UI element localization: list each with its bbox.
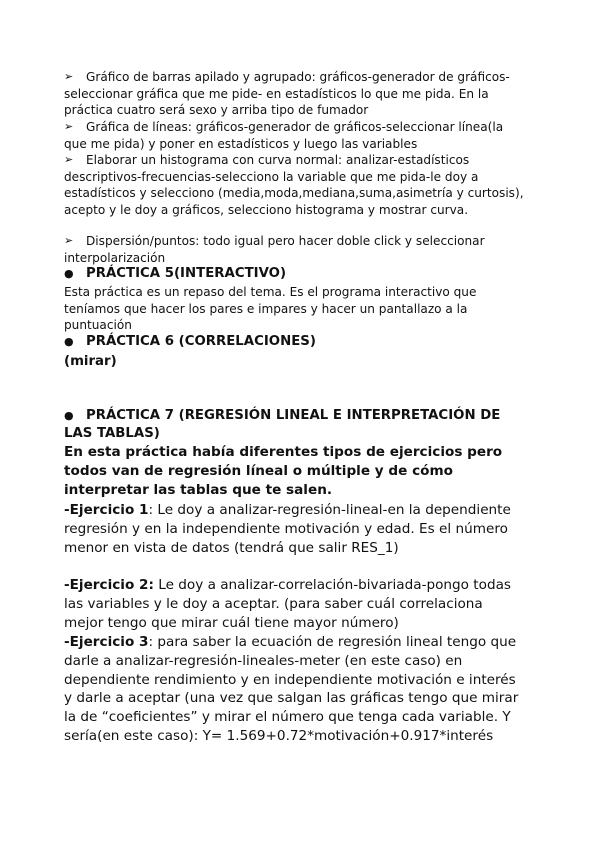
practica-5-title: PRÁCTICA 5(INTERACTIVO) [86,266,287,281]
practica-5-heading [64,265,484,283]
ejercicio-1-label: -Ejercicio 1 [64,502,149,518]
ejercicio-2 [64,576,524,632]
list-item-text: Dispersión/puntos: todo igual pero hacer doble click y seleccionar interpolarización [64,234,485,265]
arrow-bullet-icon: ➢ [64,70,74,83]
arrow-bullet-icon: ➢ [64,234,74,247]
list-item-text: Gráfica de líneas: gráficos-generador de gráficos-seleccionar línea(la que me pida) y poner en estadísticos y luego las variables [64,120,504,151]
practica-7-intro: En esta práctica había diferentes tipos de ejercicios pero todos van de regresión líneal o múltiple y de cómo interpretar las tablas que te salen. [64,444,503,498]
practica-6-note: (mirar) [64,354,117,369]
ejercicio-1 [64,501,524,557]
list-item-text: Gráfico de barras apilado y agrupado: gráficos-generador de gráficos-seleccionar gráfica que me pide- en estadísticos lo que me pida. En la práctica cuatro será sexo y arriba tipo de fumador [64,70,510,117]
practica-6-heading [64,333,484,351]
practica-5-text: Esta práctica es un repaso del tema. Es el programa interactivo que teníamos que hacer los pares e impares y hacer un pantallazo a la puntuación [64,285,477,332]
bullet-icon: ● [64,335,74,348]
practica-7-heading [64,407,524,443]
arrow-bullet-icon: ➢ [64,153,74,166]
practica-7-title: PRÁCTICA 7 (REGRESIÓN LINEAL E INTERPRETACIÓN DE LAS TABLAS) [64,408,501,441]
ejercicio-3-text: : para saber la ecuación de regresión lineal tengo que darle a analizar-regresión-lineales-meter (en este caso) en dependiente rendimiento y en independiente motivación e interés y darle a aceptar (una vez que salgan las gráficas tengo que mirar la de “coeficientes” y mirar el número que tenga cada variable. Y sería(en este caso): Y= 1.569+0.72*motivación+0.917*interés [64,634,519,744]
list-item [64,119,524,152]
ejercicio-2-text: Le doy a analizar-correlación-bivariada-pongo todas las variables y le doy a aceptar. (para saber cuál correlaciona mejor tengo que mirar cuál tiene mayor número) [64,577,511,631]
ejercicio-2-label: -Ejercicio 2: [64,577,154,593]
bullet-icon: ● [64,267,74,280]
list-item-text: Elaborar un histograma con curva normal: analizar-estadísticos descriptivos-frecuencias-selecciono la variable que me pida-le doy a estadísticos y selecciono (media,moda,mediana,suma,asimetría y curtosis), acepto y le doy a gráficos, selecciono histograma y mostrar curva. [64,153,524,217]
ejercicio-3 [64,633,524,746]
practica-6-title: PRÁCTICA 6 (CORRELACIONES) [86,334,316,349]
ejercicio-3-label: -Ejercicio 3 [64,634,149,650]
arrow-bullet-icon: ➢ [64,120,74,133]
list-item [64,69,524,119]
list-item [64,233,524,266]
ejercicio-1-text: : Le doy a analizar-regresión-lineal-en la dependiente regresión y en la independiente motivación y edad. Es el número menor en vista de datos (tendrá que salir RES_1) [64,502,511,556]
bullet-icon: ● [64,409,74,422]
list-item [64,152,524,218]
